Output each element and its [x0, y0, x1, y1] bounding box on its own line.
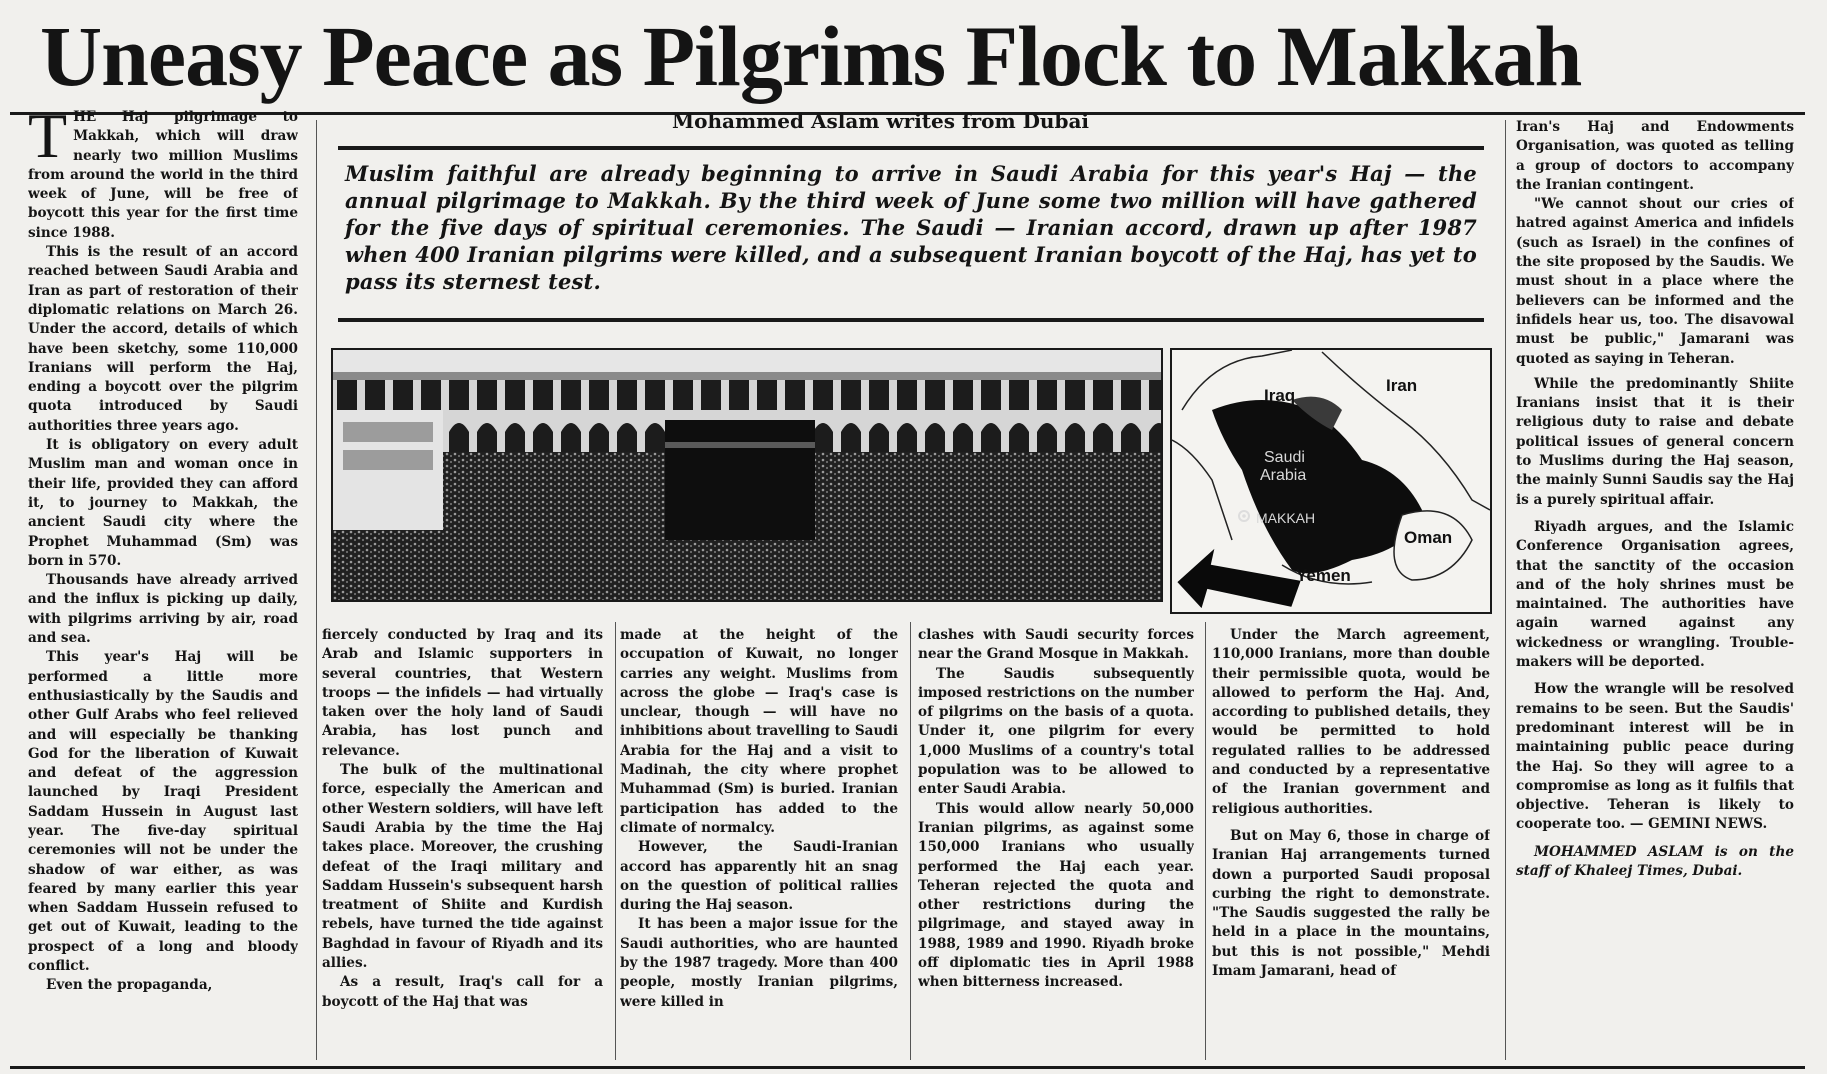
article-paragraph: Thousands have already arrived and the influx is picking up daily, with pilgrims arriving by air, road and sea. — [28, 572, 298, 647]
article-paragraph: While the predominantly Shiite Iranians insist that it is their religious duty to raise and debate political issues of general concern to Muslims during the Haj season, the mainly Sunni Saudis say the Haj is a purely spiritual affair. — [1516, 375, 1794, 508]
bottom-rule — [10, 1066, 1805, 1069]
drop-cap: T — [28, 108, 68, 171]
column-divider — [910, 622, 911, 1060]
map-label-makkah: MAKKAH — [1256, 510, 1316, 526]
column-divider — [316, 120, 317, 1060]
article-paragraph: Riyadh argues, and the Islamic Conference Organisation agrees, that the sanctity of the occasion and of the holy shrines must be maintained. The authorities have again warned against any wickedness or wrangling. Trouble-makers will be deported. — [1516, 518, 1794, 671]
article-paragraph: Under the March agreement, 110,000 Iranians, more than double their permissible quota, would be allowed to perform the Haj. And, according to published details, they would be permitted to hold regulated rallies to be addressed and conducted by a representative of the Iranian government and religious authorities. — [1212, 627, 1490, 817]
author-note: MOHAMMED ASLAM is on the staff of Khaleej Times, Dubai. — [1516, 843, 1794, 879]
article-column-6 — [1516, 118, 1794, 1060]
region-map — [1170, 348, 1492, 614]
column-divider — [1505, 120, 1506, 1060]
article-paragraph: But on May 6, those in charge of Iranian Haj arrangements turned down a purported Saudi proposal curbing the right to demonstrate. "The Saudis suggested the rally be held in a place in the mountains, but this is not possible," Mehdi Imam Jamarani, head of — [1212, 827, 1490, 980]
article-paragraph: This year's Haj will be performed a little more enthusiastically by the Saudis and other Gulf Arabs who feel relieved and will especially be thanking God for the liberation of Kuwait and defeat of the aggression launched by Iraqi President Saddam Hussein in August last year. The five-day spiritual ceremonies will not be under the shadow of war either, as was feared by many earlier this year when Saddam Hussein refused to get out of Kuwait, leading to the prospect of a long and bloody conflict. — [28, 649, 298, 975]
map-label-iran: Iran — [1386, 376, 1418, 395]
standfirst-bottom-rule — [338, 318, 1484, 322]
article-paragraph: Iran's Haj and Endowments Organisation, was quoted as telling a group of doctors to accompany the Iranian contingent. — [1516, 119, 1794, 193]
standfirst-top-rule — [338, 146, 1484, 150]
article-paragraph: Even the propaganda, — [46, 977, 213, 994]
article-column-2 — [322, 626, 603, 1060]
map-label-yemen: Yemen — [1296, 566, 1351, 585]
article-paragraph: It has been a major issue for the Saudi authorities, who are haunted by the 1987 tragedy. More than 400 people, mostly Iranian pilgrims, were killed in — [620, 916, 898, 1010]
article-paragraph: How the wrangle will be resolved remains to be seen. But the Saudis' predominant interest will be in maintaining public peace during the Haj. So they will agree to a compromise as long as it fulfils that objective. Teheran is likely to cooperate too. — GEMINI NEWS. — [1516, 681, 1794, 833]
article-paragraph: This is the result of an accord reached between Saudi Arabia and Iran as part of restoration of their diplomatic relations on March 26. Under the accord, details of which have been sketchy, some 110,000 Iranians will perform the Haj, ending a boycott over the pilgrim quota introduced by Saudi authorities three years ago. — [28, 244, 298, 434]
article-paragraph: However, the Saudi-Iranian accord has apparently hit an snag on the question of political rallies during the Haj season. — [620, 839, 898, 914]
article-paragraph: THE Haj pilgrimage to Makkah, which will draw nearly two million Muslims from around the world in the third week of June, will be free of boycott this year for the first time since 1988. — [28, 108, 298, 241]
article-paragraph: The Saudis subsequently imposed restrictions on the number of pilgrims on the basis of a quota. Under it, one pilgrim for every 1,000 Muslims of a country's total population was to be allowed to enter Saudi Arabia. — [918, 665, 1194, 798]
column-divider — [1205, 622, 1206, 1060]
article-paragraph: The bulk of the multinational force, especially the American and other Western soldiers, will have left Saudi Arabia by the time the Haj takes place. Moreover, the crushing defeat of the Iraqi military and Saddam Hussein's subsequent harsh treatment of Shiite and Kurdish rebels, have turned the tide against Baghdad in favour of Riyadh and its allies. — [322, 762, 603, 972]
grand-mosque-photo — [331, 348, 1163, 602]
article-paragraph: This would allow nearly 50,000 Iranian pilgrims, as against some 150,000 Iranians who usually performed the Haj each year. Teheran rejected the quota and other restrictions during the pilgrimage, and stayed away in 1988, 1989 and 1990. Riyadh broke off diplomatic ties in April 1988 when bitterness increased. — [918, 800, 1194, 991]
article-column-3 — [620, 626, 898, 1060]
article-paragraph: fiercely conducted by Iraq and its Arab and Islamic supporters in several countries, that Western troops — the infidels — had virtually taken over the holy land of Saudi Arabia, has lost punch and relevance. — [322, 627, 603, 759]
article-paragraph: clashes with Saudi security forces near the Grand Mosque in Makkah. — [918, 627, 1194, 663]
article-column-1 — [28, 108, 298, 1060]
headline: Uneasy Peace as Pilgrims Flock to Makkah — [40, 8, 1582, 104]
map-label-oman: Oman — [1404, 528, 1453, 547]
standfirst: Muslim faithful are already beginning to arrive in Saudi Arabia for this year's Haj — the annual pilgrimage to Makkah. By the third week of June some two million will have gathered for the five days of spiritual ceremonies. The Saudi — Iranian accord, drawn up after 1987 when 400 Iranian pilgrims were killed, and a subsequent Iranian boycott of the Haj, has yet to pass its sternest test. — [345, 161, 1477, 294]
article-paragraph: It is obligatory on every adult Muslim man and woman once in their life, provided they can afford it, to journey to Makkah, the ancient Saudi city where the Prophet Muhammad (Sm) was born in 570. — [28, 437, 298, 569]
column-divider — [615, 622, 616, 1060]
article-column-5 — [1212, 626, 1490, 1060]
map-label-iraq: Iraq — [1264, 386, 1296, 405]
article-column-4 — [918, 626, 1194, 1060]
article-paragraph: "We cannot shout our cries of hatred against America and infidels (such as Israel) in the confines of the site proposed by the Saudis. We must shout in a place where the believers can be informed and the infidels hear us, too. The disavowal must be public," Jamarani was quoted as saying in Teheran. — [1516, 196, 1794, 367]
map-label-arabia: Arabia — [1260, 467, 1307, 484]
byline: Mohammed Aslam writes from Dubai — [672, 109, 1090, 133]
article-paragraph: As a result, Iraq's call for a boycott of the Haj that was — [322, 974, 603, 1010]
article-paragraph: made at the height of the occupation of Kuwait, no longer carries any weight. Muslims from across the globe — Iraq's case is unclear, though — will have no inhibitions about travelling to Saudi Arabia for the Haj and a visit to Madinah, the city where prophet Muhammad (Sm) is buried. Iranian participation has added to the climate of normalcy. — [620, 627, 898, 836]
map-label-saudi: Saudi — [1264, 449, 1305, 466]
